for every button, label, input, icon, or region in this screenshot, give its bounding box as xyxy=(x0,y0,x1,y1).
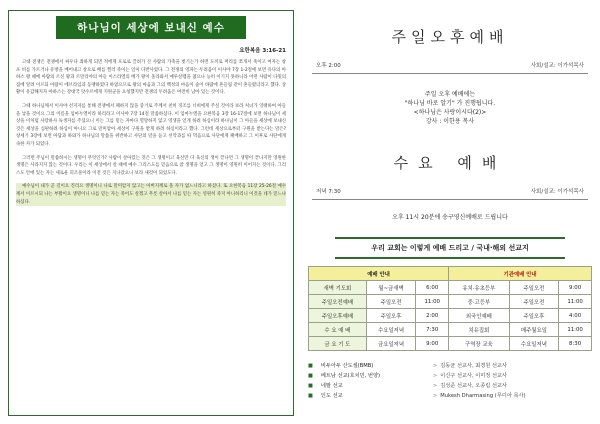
table-row xyxy=(309,337,592,351)
afternoon-time: 오후 2:00 xyxy=(316,63,341,69)
table-cell: 수요일저녁 xyxy=(366,323,416,337)
notice-line: "하나님 바로 알기" 가 진행됩니다. xyxy=(404,100,496,107)
notice-line: <하나님은 사랑이시다(2)> xyxy=(413,109,487,116)
sermon-paragraph: 그때 하나님께서 이사야 선지자를 통해 전쟁에서 패하지 않을 증거로 주께서 친히 징조를 너희에게 주실 것이라 보라 처녀가 잉태하여 아들을 낳을 것이요 그의 이름을 임마누엘이라 하리라고 이사야 7장 14절 말씀하셨다. 이 임마누엘을 요한복음 3장 16-17절에 보면 하나님이 세상을 이처럼 사랑하사 독생자를 주셨으니 이는 그를 믿는 자마다 멸망하지 않고 영생을 얻게 하려 하심이라 하나님이 그 아들을 세상에 보내신 것은 세상을 심판하려 하심이 아니요 그로 말미암아 세상이 구원을 받게 하려 하심이라고 했다. 그런데 세상으로부터 구원을 받는다는 말은? 창세기 3장에 보면 아담과 하와가 하나님의 말씀을 위반하고 사단의 말을 듣고 선악과를 따 먹음으로 사단에게 패배하고 그 이후로 사단에게 속한 자가 되었다. xyxy=(16,103,286,147)
list-item xyxy=(308,361,592,371)
table-cell: 9:00 xyxy=(559,281,592,295)
table-cell: 금요일저녁 xyxy=(366,337,416,351)
arrow-icon: > xyxy=(432,393,438,399)
table-row xyxy=(309,295,592,309)
table-cell: 주일오후 xyxy=(366,309,416,323)
wednesday-time: 저녁 7:30 xyxy=(316,189,341,195)
mission-field: 네팔 선교 xyxy=(320,383,343,389)
table-cell: 금 요 기 도 xyxy=(309,337,367,351)
table-cell: 월~금새벽 xyxy=(366,281,416,295)
table-cell: 주일오후 xyxy=(509,309,559,323)
table-cell: 11:00 xyxy=(416,295,449,309)
mission-field: 베트남 선교(호치민, 번양) xyxy=(320,373,381,379)
table-cell: 주일오전 xyxy=(366,295,416,309)
missionaries: 김동균 선교사, 최경원 선교사 xyxy=(440,363,507,369)
sermon-title: 하나님이 세상에 보내신 예수 xyxy=(56,16,246,39)
afternoon-meta xyxy=(308,61,592,69)
table-cell: 외국인예배 xyxy=(449,309,510,323)
bullet-icon: ■ xyxy=(308,373,313,379)
table-cell: 7:30 xyxy=(416,323,449,337)
table-cell: 중·고등부 xyxy=(449,295,510,309)
arrow-icon: > xyxy=(432,383,438,389)
table-cell: 11:00 xyxy=(559,323,592,337)
table-cell: 수요일저녁 xyxy=(509,337,559,351)
table-cell: 주일오후예배 xyxy=(309,309,367,323)
table-cell: 새벽 기도회 xyxy=(309,281,367,295)
table-row xyxy=(309,323,592,337)
arrow-icon: > xyxy=(432,363,438,369)
table-cell: 수 요 예 배 xyxy=(309,323,367,337)
list-item xyxy=(308,371,592,381)
table-cell: 2:00 xyxy=(416,309,449,323)
wednesday-meta xyxy=(308,187,592,195)
afternoon-service-title: 주일오후예배 xyxy=(391,28,509,46)
list-item xyxy=(308,391,592,401)
wednesday-note: 오후 11시 20분에 송구영신예배로 드립니다 xyxy=(392,214,508,221)
wednesday-service-title: 수요 예배 xyxy=(393,154,507,172)
mission-field: 인도 선교 xyxy=(320,393,343,399)
schedule-header-left: 예배 안내 xyxy=(309,267,449,281)
missionary-list xyxy=(308,361,592,401)
table-cell: 9:00 xyxy=(416,337,449,351)
missionaries: Mukesh Dharmasing (무디아 목사) xyxy=(440,393,526,399)
table-cell: 주일오전 xyxy=(509,295,559,309)
table-cell: 주일오전예배 xyxy=(309,295,367,309)
sermon-verse: 요한복음 3:16-21 xyxy=(239,48,286,54)
table-cell: 구역장 교육 xyxy=(449,337,510,351)
table-cell: 4:00 xyxy=(559,309,592,323)
table-row xyxy=(309,281,592,295)
table-cell: 8:30 xyxy=(559,337,592,351)
table-cell: 치유집회 xyxy=(449,323,510,337)
bullet-icon: ■ xyxy=(308,363,313,369)
table-row xyxy=(309,309,592,323)
missionaries: 김성준 선교사, 오종림 선교사 xyxy=(440,383,507,389)
notice-line: 주일 오후 예배에는 xyxy=(424,91,476,98)
missionaries: 이신구 선교사, 이미정 선교사 xyxy=(440,373,507,379)
table-cell: 6:00 xyxy=(416,281,449,295)
list-item xyxy=(308,381,592,391)
sermon-paragraph: 예수님이 내가 곧 길이요 진리요 생명이니 나로 말미암지 않고는 아버지께로 올 자가 없느니라고 하셨다. 또 요한복음 11장 25-26절 예수께서 이르시되 나는 부활이요 생명이니 나를 믿는 자는 죽어도 살겠고 무릇 살아서 나를 믿는 자는 영원히 죽지 아니하리니 이것을 네가 믿느냐 하셨다. xyxy=(16,184,286,205)
notice-line: 강사 : 이한용 목사 xyxy=(425,118,475,125)
table-cell: 11:00 xyxy=(559,295,592,309)
sermon-paragraph: 고대 전쟁은 전쟁에서 싸우다 죄하게 되면 적에게 포로로 끌려가 산 사람의 가축을 벗기는가 하면 도끼로 머리를 쪼개서 죽이고 여자는 창포 비를 가르거나 유방을 베어내고 창으로 배를 찔러 죽이는 일이 다반사였다. 그 전쟁의 영파는 두려움이 이사야 7장 1-2절에 보면 유다의 아하스 왕 때에 아람의 르신 왕과 르말리야의 아들 이스라엘의 베가 왕이 올라와서 예루살렘을 쳤으나 능히 이기지 못하니라 어떤 사람이 다윗의 집에 알려 이르되 아람이 에브라임과 동맹하였다 하였으므로 왕의 마음과 그의 백성의 마음이 숲이 바람에 흔들림 같이 흔들렸더라고 했다. 상황이 유감해지자 아하스는 강대국 앗수르에게 지원군을 요청했지만 전쟁의 두려움은 여전히 남아 있는 것이다. xyxy=(16,60,286,96)
service-info-panel xyxy=(308,10,592,416)
schedule-table xyxy=(308,266,592,351)
arrow-icon: > xyxy=(432,373,438,379)
afternoon-notice xyxy=(308,90,592,126)
sermon-paragraph: 그러면 주님이 말씀하시는 생명이 무엇인가? 사람이 살아있는 것은 그 생명이고 육신만 다 육신의 생이 끝나면 그 생명이 끝나지만 영원한 생명은 사라지지 않는 것이다. 우리는 이 세상에서 살 때에 예수 그리스도를 믿음으로 참 생명을 얻고 그 생명이 영원히 이어지는 것이다. 그리스도 안에 있는 자는 새로운 피조물이라 이전 것은 지나갔으니 보라 새것이 되었도다. xyxy=(16,155,286,176)
table-cell: 유치·유초등부 xyxy=(449,281,510,295)
bullet-icon: ■ xyxy=(308,383,313,389)
bullet-icon: ■ xyxy=(308,393,313,399)
wednesday-officiant: 사회/설교: 이가석목사 xyxy=(530,189,584,195)
table-cell: 매주월요일 xyxy=(509,323,559,337)
divider xyxy=(312,199,588,200)
mission-field: 비두아두 산도셀(BMB) xyxy=(320,363,374,369)
divider xyxy=(312,73,588,74)
schedule-header-right: 기관예배 안내 xyxy=(449,267,592,281)
table-cell: 주일오전 xyxy=(509,281,559,295)
afternoon-officiant: 사회/설교: 이가석목사 xyxy=(530,63,584,69)
mission-banner: 우리 교회는 이렇게 예배 드리고 / 국내·해외 선교지 xyxy=(335,237,565,259)
sermon-panel xyxy=(8,10,294,416)
